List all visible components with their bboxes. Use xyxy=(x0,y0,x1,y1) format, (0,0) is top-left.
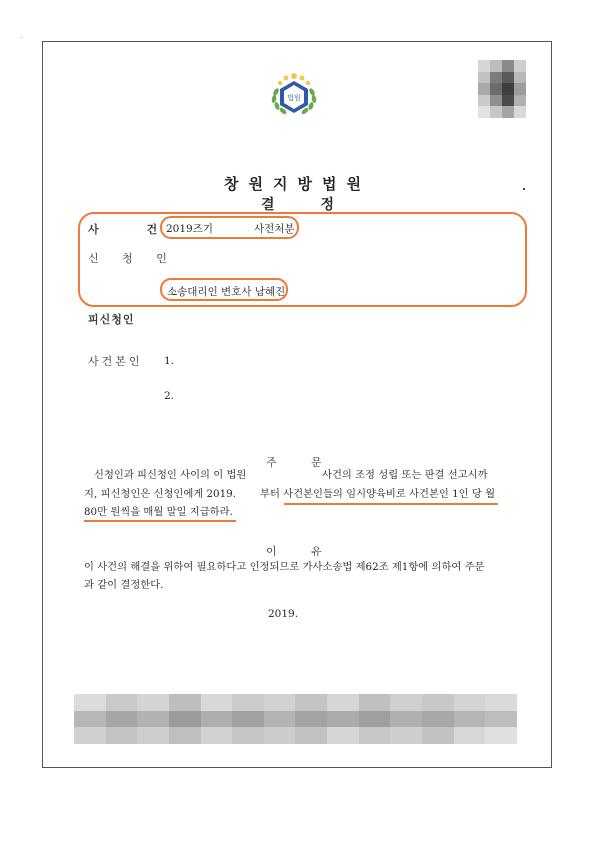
ruling-underline-2 xyxy=(84,520,236,522)
respondent-label: 피신청인 xyxy=(88,313,135,326)
ruling-line-1a: 신청인과 피신청인 사이의 이 법원 xyxy=(94,469,247,481)
case-label: 사 건 xyxy=(88,223,180,236)
ruling-heading-second: 문 xyxy=(311,456,322,469)
case-type: 사전처분 xyxy=(254,223,295,235)
ruling-heading-first: 주 xyxy=(266,456,277,469)
ruling-line-2b: 부터 사건본인들의 임시양육비로 사건본인 1인 당 월 xyxy=(260,488,496,500)
reasons-heading-second: 유 xyxy=(311,545,322,558)
decision-date: 2019. xyxy=(268,608,299,620)
principal-item-2: 2. xyxy=(164,390,175,402)
case-number: 2019즈기 xyxy=(166,223,214,235)
document-type-second: 정 xyxy=(320,197,335,213)
applicant-agent: 소송대리인 변호사 남혜진 xyxy=(167,286,286,298)
court-name: 창원지방법원 xyxy=(224,175,371,193)
redacted-signature-block xyxy=(74,694,517,744)
ruling-line-3: 80만 원씩을 매월 말일 지급하라. xyxy=(84,506,233,518)
ruling-line-2a: 지, 피신청인은 신청인에게 2019. xyxy=(84,488,236,500)
document-type xyxy=(0,194,595,214)
scan-speck: · xyxy=(20,34,23,42)
reasons-heading-first: 이 xyxy=(266,545,277,558)
principal-label: 사건본인 xyxy=(88,355,143,368)
document-page xyxy=(42,41,552,768)
applicant-label: 신 청 인 xyxy=(88,252,177,265)
seal-text: 법원 xyxy=(287,94,301,102)
ruling-line-1b: 사건의 조정 성립 또는 판결 선고시까 xyxy=(322,469,488,481)
principal-item-1: 1. xyxy=(164,355,175,367)
document-type-first: 결 xyxy=(260,197,275,213)
reasons-line-1: 이 사건의 해결을 위하여 필요하다고 인정되므로 가사소송법 제62조 제1항에 의하여 주문 xyxy=(84,561,485,573)
redacted-block xyxy=(478,60,526,118)
reasons-line-2: 과 같이 결정한다. xyxy=(84,579,164,591)
court-seal-emblem xyxy=(268,72,320,118)
ruling-underline-1 xyxy=(284,503,498,505)
